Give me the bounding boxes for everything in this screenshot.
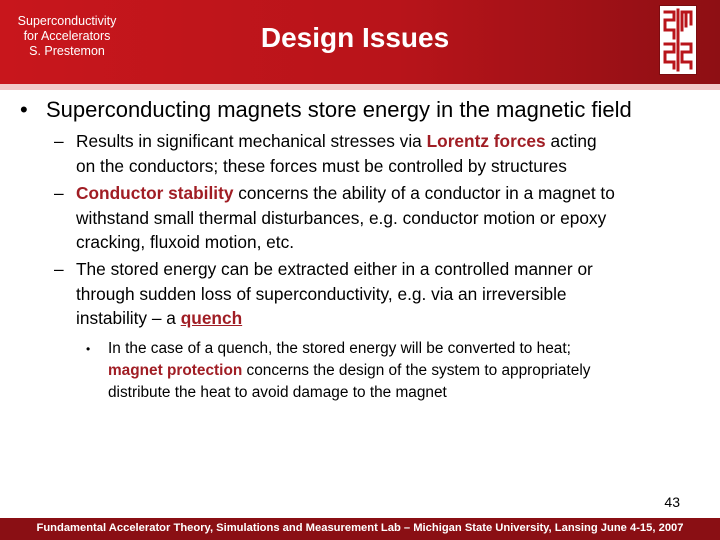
- bullet-text: [76, 181, 714, 255]
- bullet-marker: •: [86, 342, 91, 356]
- footer-text: Fundamental Accelerator Theory, Simulations and Measurement Lab – Michigan State University, Lansing June 4-15, 2007: [36, 522, 684, 534]
- bullet-text: [76, 257, 714, 331]
- highlighted-term: Lorentz forces: [426, 131, 546, 151]
- author-name: S. Prestemon: [29, 44, 105, 58]
- slide-header: [0, 0, 720, 90]
- dash-marker: –: [54, 259, 64, 279]
- text-line: [76, 129, 714, 154]
- page-number: 43: [664, 494, 680, 510]
- text-line: cracking, fluxoid motion, etc.: [76, 232, 295, 252]
- text-line: distribute the heat to avoid damage to the magnet: [108, 384, 447, 401]
- text-run: instability – a: [76, 308, 181, 328]
- text-line: on the conductors; these forces must be controlled by structures: [76, 155, 567, 176]
- bullet-level-3: [86, 338, 706, 404]
- text-line: In the case of a quench, the stored energy will be converted to heat;: [108, 340, 571, 357]
- text-line: [108, 360, 706, 382]
- text-line: [76, 181, 714, 206]
- bullet-level-2: [54, 181, 714, 255]
- course-line: for Accelerators: [23, 29, 111, 43]
- course-line: Superconductivity: [17, 14, 117, 28]
- text-run: concerns the ability of a conductor in a magnet to: [233, 183, 615, 203]
- text-run: acting: [545, 131, 597, 151]
- logo-graphic: [660, 6, 696, 74]
- dash-marker: –: [54, 131, 64, 151]
- slide-title: Design Issues: [260, 22, 450, 53]
- bullet-level-2: [54, 257, 714, 331]
- highlighted-term: Conductor stability: [76, 183, 234, 203]
- highlighted-term: quench: [180, 308, 243, 328]
- dash-marker: –: [54, 183, 64, 203]
- bullet-text: Superconducting magnets store energy in the magnetic field: [46, 97, 632, 122]
- text-run: Results in significant mechanical stresses via: [76, 131, 427, 151]
- slide-footer: [0, 518, 720, 540]
- msu-logo: [659, 5, 697, 75]
- text-line: The stored energy can be extracted either in a controlled manner or: [76, 259, 593, 279]
- bullet-text: [76, 129, 714, 178]
- bullet-text: [108, 338, 706, 404]
- bullet-marker: •: [20, 97, 28, 122]
- bullet-level-2: [54, 129, 714, 178]
- text-line: [76, 306, 714, 331]
- course-title: [0, 14, 134, 59]
- text-run: concerns the design of the system to appropriately: [242, 362, 591, 379]
- text-line: withstand small thermal disturbances, e.g. conductor motion or epoxy: [76, 207, 607, 228]
- highlighted-term: magnet protection: [108, 362, 243, 379]
- bullet-level-1: [20, 96, 632, 124]
- text-line: through sudden loss of superconductivity, e.g. via an irreversible: [76, 283, 567, 304]
